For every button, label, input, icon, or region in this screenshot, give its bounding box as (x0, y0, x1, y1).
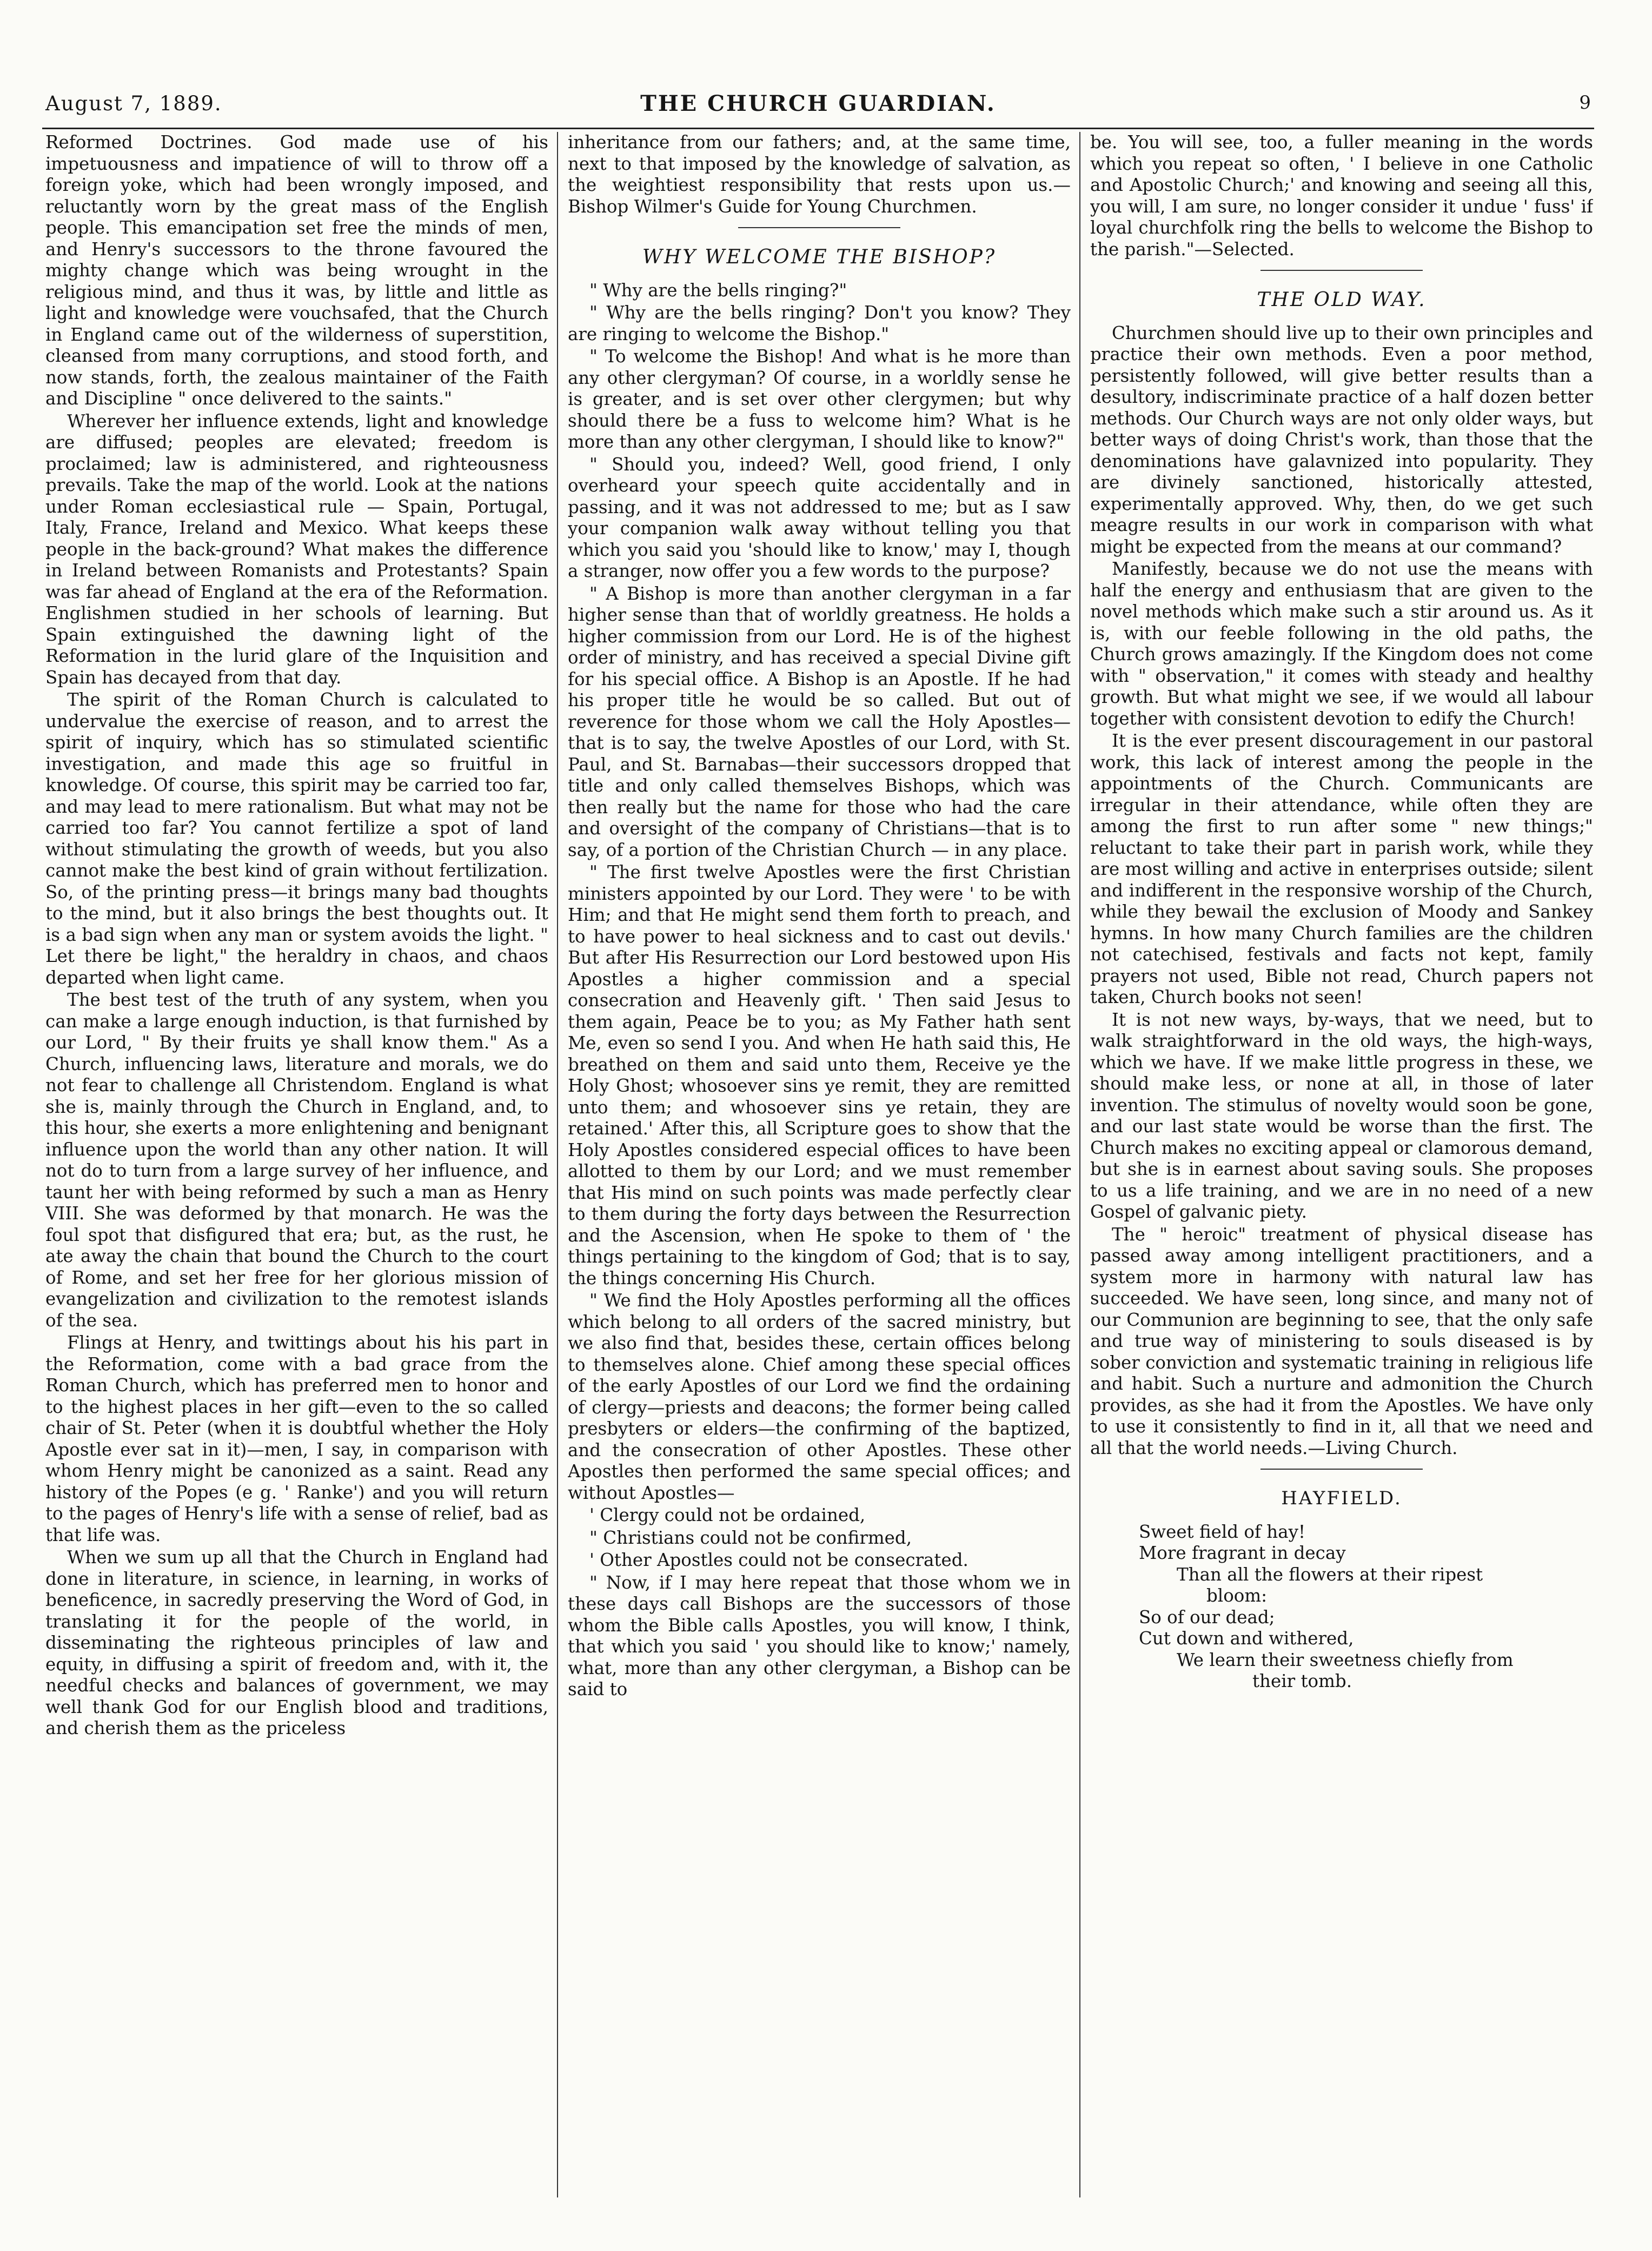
article-separator (1260, 270, 1423, 271)
article-paragraph: Manifestly, because we do not use the means with half the energy and enthusiasm that are given to the novel methods which make such a stir around us. As it is, with our feeble following in the old paths, the Church grows amazingly. If the Kingdom does not come with " observation," it comes with steady and healthy growth. But what might we see, if we would all labour together with consistent devotion to edify the Church! (1090, 559, 1593, 729)
newspaper-title: THE CHURCH GUARDIAN. (640, 91, 996, 116)
poem-heading-hayfield: HAYFIELD. (1281, 1488, 1402, 1509)
article-paragraph: " Why are the bells ringing?" (589, 280, 847, 301)
article-paragraph: It is not new ways, by-ways, that we need, but to walk straightforward in the old ways, the high-ways, which we have. If we make little progress in these, we should make less, or none at all, in those of later invention. The stimulus of novelty would soon be gone, and our last state would be worse than the first. The Church makes no exciting appeal or clamorous demand, but she is in earnest about saving souls. She proposes to us a life training, and we are in no need of a new Gospel of galvanic piety. (1090, 1009, 1593, 1222)
poem-line: their tomb. (1252, 1671, 1352, 1691)
article-continuation: be. You will see, too, a fuller meaning in the words which you repeat so often, ' I believe in one Catholic and Apostolic Church;' and knowing and seeing all this, you will, I am sure, no longer consider it undue ' fuss' if loyal churchfolk ring the bells to welcome the Bishop to the parish."—Selected. (1090, 132, 1593, 260)
newspaper-page (42, 0, 1594, 2251)
poem-line: Than all the flowers at their ripest (1177, 1564, 1483, 1585)
article-paragraph: When we sum up all that the Church in England had done in literature, in science, in learning, in works of beneficence, in sacredly preserving the Word of God, in translating it for the people of the world, in disseminating the righteous principles of law and equity, in diffusing a spirit of freedom and, with it, the needful checks and balances of government, we may well thank God for our English blood and traditions, and cherish them as the priceless (45, 1547, 548, 1738)
article-paragraph: " The first twelve Apostles were the first Christian ministers appointed by our Lord. They were ' to be with Him; and that He might send them forth to preach, and to have power to heal sickness and to cast out devils.' But after His Resurrection our Lord bestowed upon His Apostles a higher commission and a special consecration and Heavenly gift. ' Then said Jesus to them again, Peace be to you; as My Father hath sent Me, even so send I you. And when He hath said this, He breathed on them and said unto them, Receive ye the Holy Ghost; whosoever sins ye remit, they are remitted unto them; and whosoever sins ye retain, they are retained.' After this, all Scripture goes to show that the Holy Apostles considered especial offices to have been allotted to them by our Lord; and we must remember that His mind on such points was made perfectly clear to them during the forty days between the Resurrection and the Ascension, when He spoke to them of ' the things pertaining to the kingdom of God; that is to say, the things concerning His Church. (568, 862, 1071, 1289)
article-paragraph: Flings at Henry, and twittings about his his part in the Reformation, come with a bad grace from the Roman Church, which has preferred men to honor and to the highest places in her gift—even to the so called chair of St. Peter (when it is doubtful whether the Holy Apostle ever sat in it)—men, I say, in comparison with whom Henry might be canonized as a saint. Read any history of the Popes (e g. ' Ranke') and you will return to the pages of Henry's life with a sense of relief, bad as that life was. (45, 1332, 548, 1545)
article-paragraph: Churchmen should live up to their own principles and practice their own methods. Even a poor method, persistently followed, will give better results than a desultory, indiscriminate practice of a half dozen better methods. Our Church ways are not only older ways, but better ways of doing Christ's work, than those that the denominations have galavnized into popularity. They are divinely sanctioned, historically attested, experimentally approved. Why, then, do we get such meagre results in our work in comparison with what might be expected from the means at our command? (1090, 322, 1593, 557)
masthead-rule (42, 128, 1594, 129)
article-paragraph: The best test of the truth of any system, when you can make a large enough induction, is that furnished by our Lord, " By their fruits ye shall know them." As a Church, influencing laws, literature and morals, we do not fear to challenge all Christendom. England is what she is, mainly through the Church in England, and, to this hour, she exerts a more enlightening and benignant influence upon the world than any other nation. It will not do to turn from a large survey of her influence, and taunt her with being reformed by such a man as Henry VIII. She was deformed by that monarch. He was the foul spot that disfigured that era; but, as the rust, he ate away the chain that bound the Church to the court of Rome, and set her free for her glorious mission of evangelization and civilization to the remotest islands of the sea. (45, 990, 548, 1331)
poem-line: Cut down and withered, (1139, 1628, 1354, 1649)
quoted-line: " Christians could not be confirmed, (589, 1527, 912, 1548)
article-separator (1260, 1469, 1423, 1470)
article-paragraph: Wherever her influence extends, light and knowledge are diffused; peoples are elevated; freedom is proclaimed; law is administered, and righteousness prevails. Take the map of the world. Look at the nations under Roman ecclesiastical rule — Spain, Portugal, Italy, France, Ireland and Mexico. What keeps these people in the back-ground? What makes the difference in Ireland between Romanists and Protestants? Spain was far ahead of England at the era of the Reformation. Englishmen studied in her schools of learning. But Spain extinguished the dawning light of the Reformation in the lurid glare of the Inquisition and Spain has decayed from that day. (45, 410, 548, 688)
article-paragraph: " Should you, indeed? Well, good friend, I only overheard your speech quite accidentally and in passing, and it was not addressed to me; but as I saw your companion walk away without telling you that which you said you 'should like to know,' may I, though a stranger, now offer you a few words to the purpose? (568, 454, 1071, 581)
column-1 (45, 132, 548, 2214)
article-heading-why-welcome-the-bishop: WHY WELCOME THE BISHOP? (642, 246, 997, 268)
masthead (42, 90, 1594, 129)
article-continuation: inheritance from our fathers; and, at the same time, next to that imposed by the knowledge of salvation, as the weightiest responsibility that rests upon us.—Bishop Wilmer's Guide for Young Churchmen. (568, 132, 1071, 217)
quoted-line: ' Other Apostles could not be consecrated. (589, 1550, 968, 1570)
poem-line: bloom: (1206, 1585, 1268, 1606)
issue-date: August 7, 1889. (45, 92, 222, 115)
poem-line: We learn their sweetness chiefly from (1177, 1649, 1514, 1670)
page-number: 9 (1579, 92, 1591, 114)
poem-line: Sweet field of hay! (1139, 1521, 1306, 1542)
column-divider-1 (557, 132, 558, 2197)
column-3 (1090, 132, 1593, 2214)
article-separator (738, 227, 900, 228)
article-paragraph: " To welcome the Bishop! And what is he more than any other clergyman? Of course, in a worldly sense he is greater, and is set over other clergymen; but why should there be a fuss to welcome him? What is he more than any other clergyman, I should like to know?" (568, 346, 1071, 452)
article-paragraph: " A Bishop is more than another clergyman in a far higher sense than that of worldly greatness. He holds a higher commission from our Lord. He is of the highest order of ministry, and has received a special Divine gift for his special office. A Bishop is an Apostle. If he had his proper title he would be so called. But out of reverence for those whom we call the Holy Apostles—that is to say, the twelve Apostles of our Lord, with St. Paul, and St. Barnabas—their successors dropped that title and only called themselves Bishops, which was then really but the name for those who had the care and oversight of the company of Christians—that is to say, of a portion of the Christian Church — in any place. (568, 583, 1071, 860)
article-heading-the-old-way: THE OLD WAY. (1257, 289, 1427, 311)
poem-line: More fragrant in decay (1139, 1543, 1346, 1563)
article-paragraph: It is the ever present discouragement in our pastoral work, this lack of interest among the people in the appointments of the Church. Communicants are irregular in their attendance, while often they are among the first to run after some " new things;" reluctant to take their part in parish work, while they are most willing and active in enterprises outside; silent and indifferent in the responsive worship of the Church, while they bewail the exclusion of Moody and Sankey hymns. In how many Church families are the children not catechised, festivals and facts not kept, family prayers not used, Bible not read, Church papers not taken, Church books not seen! (1090, 731, 1593, 1007)
poem-line: So of our dead; (1139, 1606, 1275, 1628)
quoted-line: ' Clergy could not be ordained, (589, 1505, 866, 1525)
article-paragraph: The spirit of the Roman Church is calculated to undervalue the exercise of reason, and to arrest the spirit of inquiry, which has so stimulated scientific investigation, and made this age so fruitful in knowledge. Of course, this spirit may be carried too far, and may lead to mere rationalism. But what may not be carried too far? You cannot fertilize a spot of land without stimulating the growth of weeds, but you also cannot make the best kind of grain without fertilization. So, of the printing press—it brings many bad thoughts to the mind, but it also brings the best thoughts out. It is a bad sign when any man or system avoids the light. " Let there be light," the heraldry in chaos, and chaos departed when light came. (45, 689, 548, 988)
article-paragraph: Reformed Doctrines. God made use of his impetuousness and impatience of will to throw off a foreign yoke, which had been wrongly imposed, and reluctantly worn by the great mass of the English people. This emancipation set free the minds of men, and Henry's successors to the throne favoured the mighty change which was being wrought in the religious mind, and thus it was, by little and little as light and knowledge were vouchsafed, that the Church in England came out of the wilderness of superstition, cleansed from many corruptions, and stood forth, and now stands, forth, the zealous maintainer of the Faith and Discipline " once delivered to the saints." (45, 132, 548, 409)
article-paragraph: " We find the Holy Apostles performing all the offices which belong to all orders of the sacred ministry, but we also find that, besides these, certain offices belong to themselves alone. Chief among these special offices of the early Apostles of our Lord we find the ordaining of clergy—priests and deacons; the former being called presbyters or elders—the confirming of the baptized, and the consecration of other Apostles. These other Apostles then performed the same special offices; and without Apostles— (568, 1290, 1071, 1503)
article-paragraph: " Why are the bells ringing? Don't you know? They are ringing to welcome the Bishop." (568, 302, 1071, 344)
article-paragraph: " Now, if I may here repeat that those whom we in these days call Bishops are the successors of those whom the Bible calls Apostles, you will know, I think, that which you said ' you should like to know;' namely, what, more than any other clergyman, a Bishop can be said to (568, 1572, 1071, 1699)
column-2 (568, 132, 1071, 2214)
article-paragraph: The " heroic" treatment of physical disease has passed away among intelligent practitioners, and a system more in harmony with natural law has succeeded. We have seen, long since, and many not of our Communion are beginning to see, that the only safe and true way of ministering to souls diseased is by sober conviction and systematic training in religious life and habit. Such a nurture and admonition the Church provides, as she had it from the Apostles. We have only to use it consistently to find in it, all that we need and all that the world needs.—Living Church. (1090, 1224, 1593, 1458)
poem (1090, 1522, 1593, 1692)
column-divider-2 (1079, 132, 1080, 2197)
